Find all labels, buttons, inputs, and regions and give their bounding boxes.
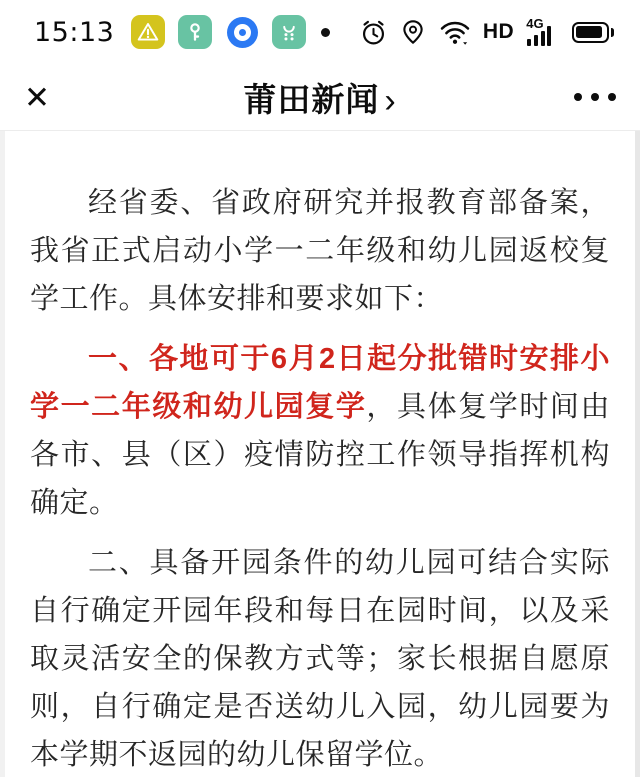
ring-app-icon <box>225 15 259 49</box>
body-text: 经省委、省政府研究并报教育部备案，我省正式启动小学一二年级和幼儿园返校复学工作。具体安排和要求如下： <box>30 187 610 315</box>
hd-badge: HD <box>482 20 515 43</box>
battery-icon <box>572 22 614 43</box>
face-icon <box>276 19 302 45</box>
status-bar <box>0 0 640 64</box>
location-icon <box>399 18 427 46</box>
page-title[interactable] <box>0 74 640 121</box>
signal-bars-icon <box>527 26 551 46</box>
battery-level-fill <box>576 26 602 39</box>
warning-triangle-icon <box>135 19 161 45</box>
article-paragraph <box>30 179 610 323</box>
key-app-icon <box>178 15 212 49</box>
chevron-right-icon: › <box>384 81 397 120</box>
body-text: ，具体复学时间由各市、县（区）疫情防控工作领导指挥机构确定。 <box>30 391 610 519</box>
status-bar-left <box>34 15 330 49</box>
status-bar-right <box>359 17 614 47</box>
warning-app-icon <box>131 15 165 49</box>
nav-bar <box>0 64 640 131</box>
body-text: 二、具备开园条件的幼儿园可结合实际自行确定开园年段和每日在园时间，以及采取灵活安全的保教方式等；家长根据自愿原则，自行确定是否送幼儿入园，幼儿园要为本学期不返园的幼儿保留学位。 <box>30 547 610 771</box>
page-title-text: 莆田新闻 <box>243 80 380 118</box>
clock-time: 15:13 <box>34 16 115 48</box>
key-icon <box>182 19 208 45</box>
wifi-icon <box>438 17 472 47</box>
article-body <box>0 131 640 777</box>
signal-strength-icon <box>525 15 561 47</box>
highlighted-text: 一、各地可于6月2日起分批错时安排小学一二年级和幼儿园复学 <box>30 343 610 423</box>
face-app-icon <box>272 15 306 49</box>
wifi-arrow-down <box>463 42 467 45</box>
network-type-label: 4G <box>526 15 544 31</box>
close-icon[interactable]: ✕ <box>24 79 50 115</box>
article-paragraph <box>30 539 610 777</box>
alarm-clock-icon <box>359 18 388 47</box>
more-menu-icon[interactable] <box>574 87 616 107</box>
overflow-dot-icon <box>321 28 330 37</box>
article-paragraph <box>30 335 610 527</box>
